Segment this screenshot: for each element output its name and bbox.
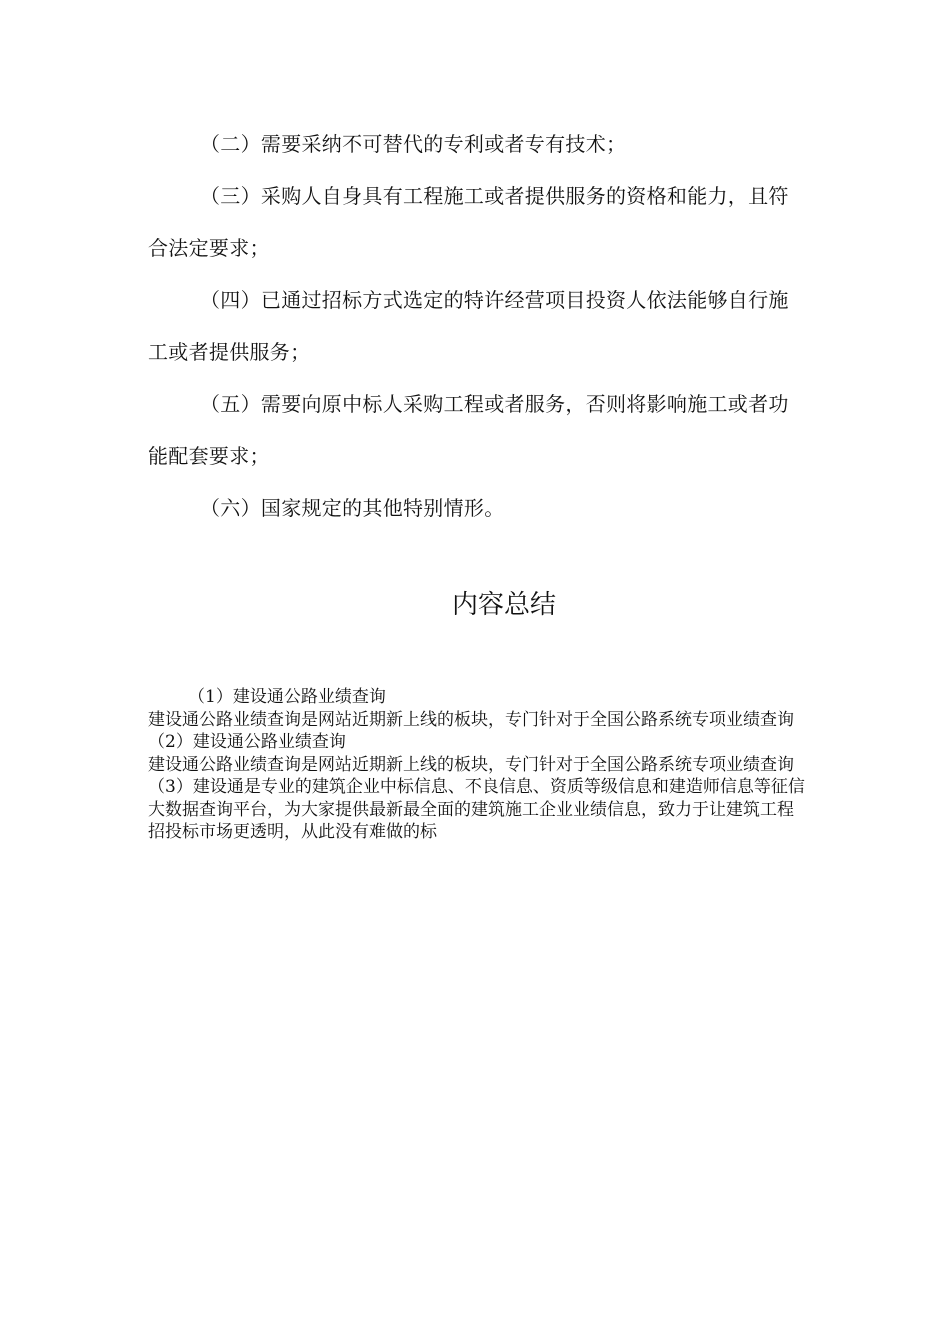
clause-item: （四）已通过招标方式选定的特许经营项目投资人依法能够自行施工或者提供服务； <box>148 288 789 364</box>
clause-item: （三）采购人自身具有工程施工或者提供服务的资格和能力，且符合法定要求； <box>148 184 789 260</box>
summary-item-body: （3）建设通是专业的建筑企业中标信息、不良信息、资质等级信息和建造师信息等征信大数据查询平台，为大家提供最新最全面的建筑施工企业业绩信息，致力于让建筑工程招投标市场更透明，从此没有难做的标 <box>148 777 805 842</box>
clause-item: （五）需要向原中标人采购工程或者服务，否则将影响施工或者功能配套要求； <box>148 392 789 468</box>
summary-title: 内容总结 <box>451 590 556 620</box>
summary-section <box>148 686 808 844</box>
clause-list <box>148 118 808 534</box>
summary-item-heading: （1）建设通公路业绩查询 <box>188 687 386 707</box>
summary-item-heading: （2）建设通公路业绩查询 <box>148 732 346 752</box>
clause-item: （二）需要采纳不可替代的专利或者专有技术； <box>200 132 627 156</box>
clause-item: （六）国家规定的其他特别情形。 <box>200 496 505 520</box>
summary-item-body: 建设通公路业绩查询是网站近期新上线的板块，专门针对于全国公路系统专项业绩查询 <box>148 709 794 730</box>
summary-item-body: 建设通公路业绩查询是网站近期新上线的板块，专门针对于全国公路系统专项业绩查询 <box>148 754 794 775</box>
